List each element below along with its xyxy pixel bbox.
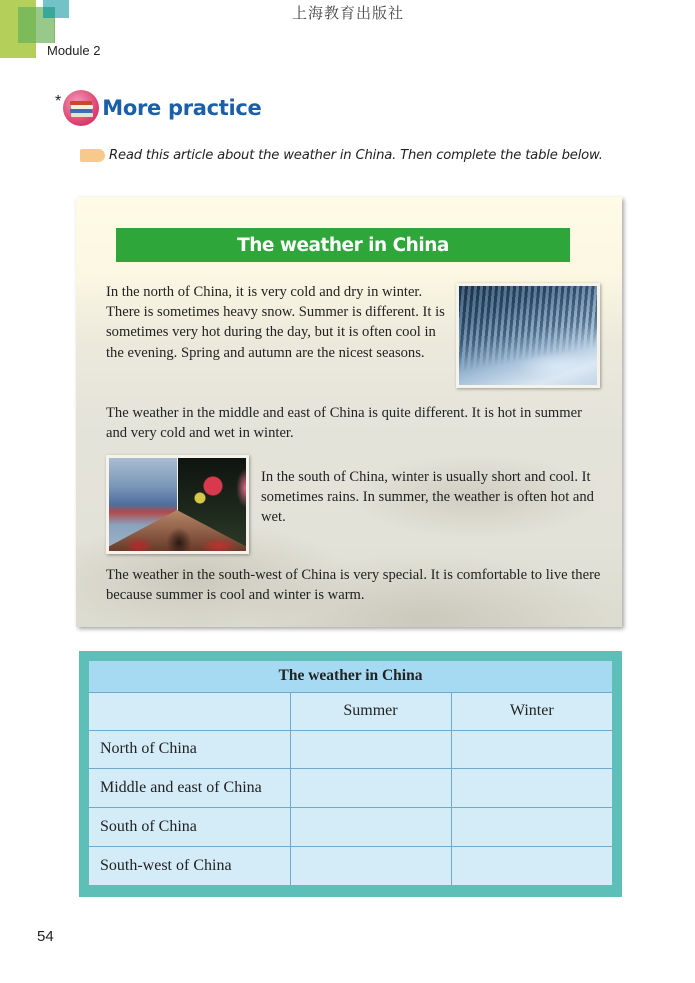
weather-table-frame xyxy=(79,651,622,897)
summer-answer-cell[interactable] xyxy=(290,808,451,847)
instruction-text: Read this article about the weather in China. Then complete the table below. xyxy=(109,148,603,163)
publisher-name: 上海教育出版社 xyxy=(292,4,405,22)
article-card xyxy=(76,197,622,627)
row-label: South of China xyxy=(89,808,290,847)
winter-answer-cell[interactable] xyxy=(451,808,612,847)
paragraph-south: In the south of China, winter is usually short and cool. It sometimes rains. In summer, the weather is often hot and wet. xyxy=(261,469,594,526)
page-number: 54 xyxy=(37,928,54,945)
asterisk-marker: * xyxy=(55,93,62,110)
summer-answer-cell[interactable] xyxy=(290,730,451,769)
winter-answer-cell[interactable] xyxy=(451,769,612,808)
paragraph-south-west: The weather in the south-west of China is very special. It is comfortable to live there because summer is cool and winter is warm. xyxy=(106,567,601,604)
table-row xyxy=(89,808,612,847)
paragraph-north: In the north of China, it is very cold and dry in winter. There is sometimes heavy snow. Summer is different. It is sometimes very hot during the day, but it is often cool in the evening. Spring and autumn are the nicest seasons. xyxy=(106,284,445,361)
table-row xyxy=(89,769,612,808)
paragraph-middle-east: The weather in the middle and east of China is quite different. It is hot in summer and very cold and wet in winter. xyxy=(106,405,582,442)
winter-answer-cell[interactable] xyxy=(451,730,612,769)
table-row xyxy=(89,846,612,885)
module-label: Module 2 xyxy=(47,43,101,58)
article-title: The weather in China xyxy=(237,234,449,256)
books-icon xyxy=(63,90,99,126)
instruction-marker-icon xyxy=(80,149,105,162)
article-title-bar xyxy=(116,228,570,262)
column-header-summer: Summer xyxy=(290,692,451,730)
table-title: The weather in China xyxy=(89,661,612,692)
row-label: Middle and east of China xyxy=(89,769,290,808)
winter-answer-cell[interactable] xyxy=(451,846,612,885)
weather-table xyxy=(89,661,612,885)
snowy-forest-photo xyxy=(456,283,600,388)
section-header xyxy=(55,90,262,126)
summer-answer-cell[interactable] xyxy=(290,769,451,808)
corner-decoration-teal xyxy=(43,7,55,18)
row-label: North of China xyxy=(89,730,290,769)
table-row xyxy=(89,730,612,769)
row-label: South-west of China xyxy=(89,846,290,885)
summer-answer-cell[interactable] xyxy=(290,846,451,885)
instruction xyxy=(80,148,603,163)
section-title: More practice xyxy=(102,96,262,120)
rain-flower-street-collage-photo xyxy=(106,455,249,554)
column-header-winter: Winter xyxy=(451,692,612,730)
column-header-region xyxy=(89,692,290,730)
